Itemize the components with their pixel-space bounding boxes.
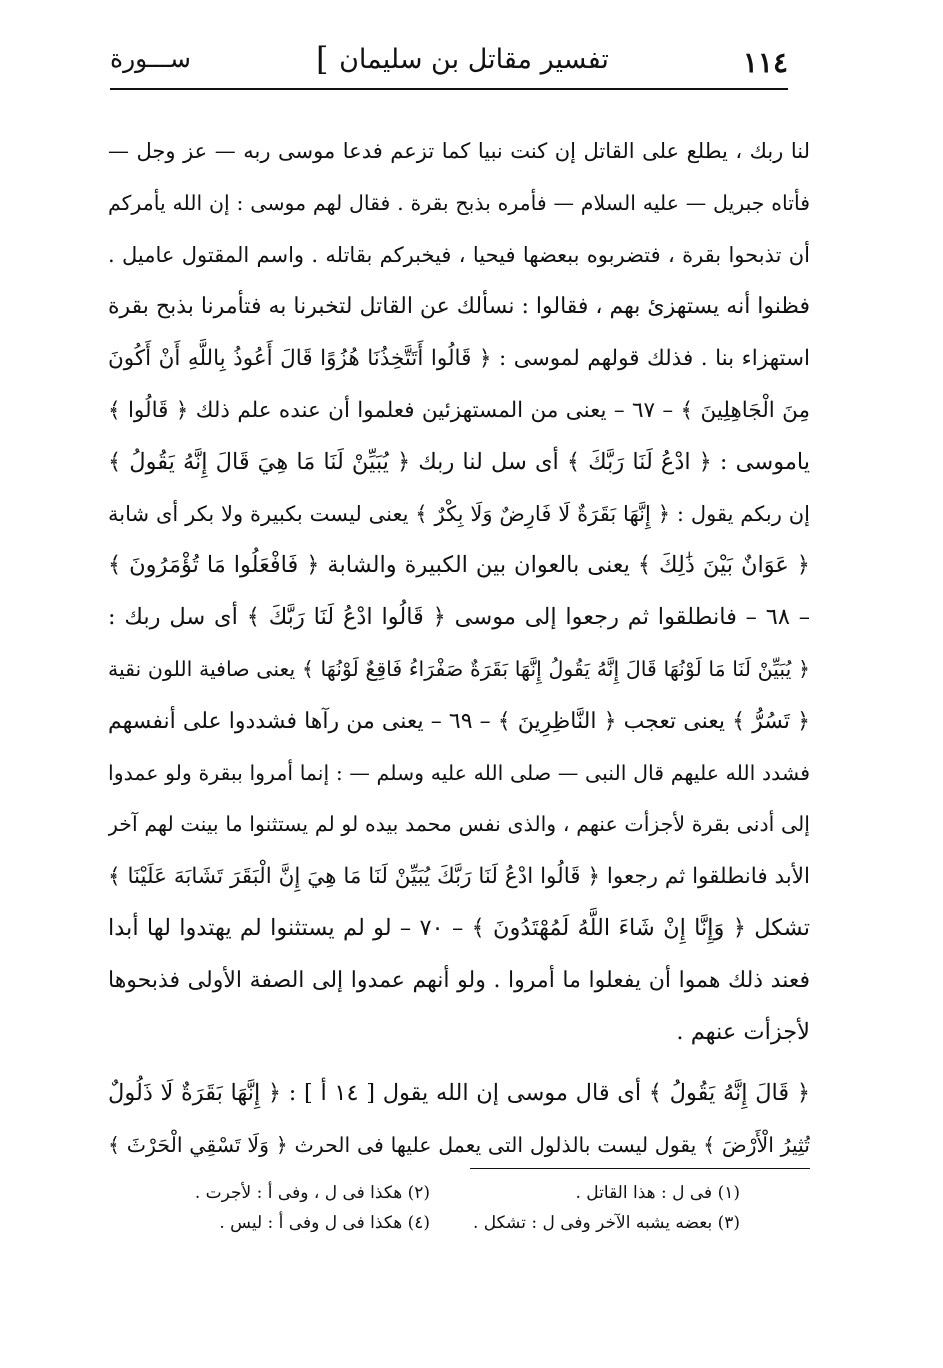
header-rule [110, 88, 788, 90]
text-line: – ٦٨ – فانطلقوا ثم رجعوا إلى موسى ﴿ قَالُوا ادْعُ لَنَا رَبَّكَ ﴾ أى سل ربك : [108, 604, 810, 631]
footnote-row [120, 1208, 740, 1238]
text-line: فعند ذلك هموا أن يفعلوا ما أمروا . ولو أنهم عمدوا إلى الصفة الأولى فذبحوها [108, 967, 810, 993]
text-line: إلى أدنى بقرة لأجزأت عنهم ، والذى نفس محمد بيده لو لم يستثنوا ما بينت لهم آخر [108, 812, 810, 837]
footnote-rule [470, 1168, 810, 1169]
text-line: ﴿ قَالَ إِنَّهُ يَقُولُ ﴾ أى قال موسى إن الله يقول [ ١٤ أ ] : ﴿ إِنَّهَا بَقَرَةٌ لَا ذَلُولٌ [108, 1080, 810, 1107]
footnotes [120, 1178, 740, 1238]
main-text [108, 126, 810, 1172]
sura-label: ســـورة [110, 44, 192, 73]
text-line: ﴿ عَوَانٌ بَيْنَ ذَٰلِكَ ﴾ يعنى بالعوان بين الكبيرة والشابة ﴿ فَافْعَلُوا مَا تُؤْمَرُونَ ﴾ [108, 552, 810, 579]
text-line: تشكل ﴿ وَإِنَّا إِنْ شَاءَ اللَّهُ لَمُهْتَدُونَ ﴾ – ٧٠ – لو لم يستثنوا لم يهتدوا لها أبدا [108, 914, 810, 941]
running-title: تفسير مقاتل بن سليمان [339, 44, 609, 75]
text-line: تُثِيرُ الْأَرْضَ ﴾ يقول ليست بالذلول التى يعمل عليها فى الحرث ﴿ وَلَا تَسْقِي الْحَرْثَ ﴾ [108, 1133, 810, 1158]
footnote-2: (٢) هكذا فى ل ، وفى أ : لأجرت . [194, 1183, 430, 1203]
text-line: فظنوا أنه يستهزئ بهم ، فقالوا : نسألك عن القاتل لتخبرنا به فتأمرنا بذبح بقرة [108, 294, 810, 320]
text-line: ﴿ يُبَيِّنْ لَنَا مَا لَوْنُهَا قَالَ إِنَّهُ يَقُولُ إِنَّهَا بَقَرَةٌ صَفْرَاءُ فَاقِعٌ لَوْنُهَا ﴾ يعنى صافية اللون نقية [108, 656, 810, 681]
text-line: مِنَ الْجَاهِلِينَ ﴾ – ٦٧ – يعنى من المستهزئين فعلموا أن عنده علم ذلك ﴿ قَالُوا ﴾ [108, 397, 810, 423]
text-line: لنا ربك ، يطلع على القاتل إن كنت نبيا كما تزعم فدعا موسى ربه — عز وجل — [108, 139, 810, 163]
text-line: إن ربكم يقول : ﴿ إِنَّهَا بَقَرَةٌ لَا فَارِضٌ وَلَا بِكْرٌ ﴾ يعنى ليست بكبيرة ولا بكر أى شابة [108, 501, 810, 526]
text-line: ياموسى : ﴿ ادْعُ لَنَا رَبَّكَ ﴾ أى سل لنا ربك ﴿ يُبَيِّنْ لَنَا مَا هِيَ قَالَ إِنَّهُ يَقُولُ ﴾ [108, 448, 810, 475]
text-line: فأتاه جبريل — عليه السلام — فأمره بذبح بقرة . فقال لهم موسى : إن الله يأمركم [108, 190, 810, 215]
footnote-row [120, 1178, 740, 1208]
page-number: ١١٤ [742, 46, 788, 79]
text-line: الأبد فانطلقوا ثم رجعوا ﴿ قَالُوا ادْعُ لَنَا رَبَّكَ يُبَيِّنْ لَنَا مَا هِيَ إِنَّ الْبَقَرَ تَشَابَهَ عَلَيْنَا ﴾ [108, 864, 810, 890]
text-line: ﴿ تَسُرُّ ﴾ يعنى تعجب ﴿ النَّاظِرِينَ ﴾ – ٦٩ – يعنى من رآها فشددوا على أنفسهم [108, 708, 810, 734]
text-line: لأجزأت عنهم . [676, 1018, 810, 1045]
text-line: أن تذبحوا بقرة ، فتضربوه ببعضها فيحيا ، فيخبركم بقاتله . واسم المقتول عاميل . [108, 242, 810, 267]
sura-bracket: [ [316, 40, 329, 78]
text-line: فشدد الله عليهم قال النبى — صلى الله عليه وسلم — : إنما أمروا ببقرة ولو عمدوا [108, 760, 810, 785]
text-line: استهزاء بنا . فذلك قولهم لموسى : ﴿ قَالُوا أَتَتَّخِذُنَا هُزُوًا قَالَ أَعُوذُ بِاللَّهِ أَنْ أَكُونَ [108, 346, 810, 372]
footnote-1: (١) فى ل : هذا القاتل . [575, 1183, 740, 1203]
footnote-3: (٣) بعضه يشبه الآخر وفى ل : تشكل . [472, 1213, 740, 1233]
page-header [110, 38, 788, 88]
footnote-4: (٤) هكذا فى ل وفى أ : ليس . [219, 1213, 430, 1233]
